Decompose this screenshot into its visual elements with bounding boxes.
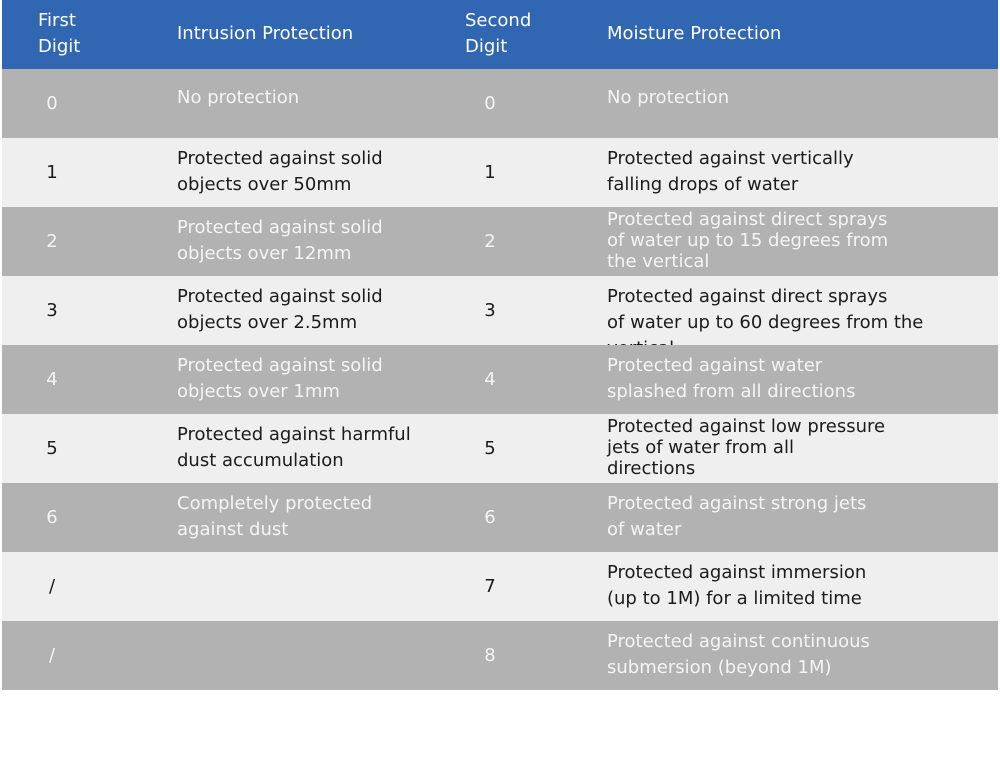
table-row (2, 69, 998, 138)
table-row (2, 276, 998, 345)
moisture-cell: No protection (607, 87, 730, 108)
first-digit-cell: 3 (46, 300, 58, 321)
table-row (2, 552, 998, 621)
intrusion-cell: Protected against solid objects over 12mm (177, 217, 383, 264)
first-digit-cell: 6 (46, 507, 58, 528)
moisture-cell: Protected against continuous submersion (beyond 1M) (607, 631, 870, 678)
second-digit-cell: 3 (484, 300, 496, 321)
table-row (2, 483, 998, 552)
table-row (2, 138, 998, 207)
header-moisture-protection: Moisture Protection (607, 23, 782, 44)
moisture-cell: Protected against strong jets of water (607, 493, 867, 540)
moisture-cell: Protected against low pressure jets of water from all directions (607, 416, 886, 479)
first-digit-cell: / (48, 645, 56, 666)
intrusion-cell: No protection (177, 87, 300, 108)
table-row (2, 621, 998, 690)
ip-rating-table (2, 0, 998, 690)
second-digit-cell: 6 (484, 507, 496, 528)
table-row (2, 414, 998, 483)
moisture-cell: Protected against immersion (up to 1M) for a limited time (607, 562, 867, 609)
moisture-cell: Protected against direct sprays of water up to 15 degrees from the vertical (607, 209, 889, 272)
table-header (2, 0, 998, 69)
second-digit-cell: 7 (484, 576, 496, 597)
first-digit-cell: 1 (46, 162, 58, 183)
first-digit-cell: 5 (46, 438, 58, 459)
intrusion-cell: Completely protected against dust (177, 493, 373, 540)
header-first-digit: First Digit (38, 10, 81, 57)
first-digit-cell: / (48, 576, 56, 597)
moisture-cell: Protected against vertically falling drops of water (607, 148, 854, 195)
moisture-cell: Protected against direct sprays of water up to 60 degrees from the (607, 286, 924, 333)
moisture-cell: Protected against water splashed from all directions (607, 355, 856, 402)
first-digit-cell: 2 (46, 231, 58, 252)
intrusion-cell: Protected against solid objects over 1mm (177, 355, 383, 402)
second-digit-cell: 2 (484, 231, 496, 252)
second-digit-cell: 5 (484, 438, 496, 459)
first-digit-cell: 4 (46, 369, 58, 390)
second-digit-cell: 4 (484, 369, 496, 390)
second-digit-cell: 0 (484, 93, 496, 114)
table-row (2, 345, 998, 414)
table-row (2, 207, 998, 276)
second-digit-cell: 1 (484, 162, 496, 183)
intrusion-cell: Protected against harmful dust accumulation (177, 424, 411, 471)
header-intrusion-protection: Intrusion Protection (177, 23, 354, 44)
intrusion-cell: Protected against solid objects over 50mm (177, 148, 383, 195)
intrusion-cell: Protected against solid objects over 2.5mm (177, 286, 383, 333)
second-digit-cell: 8 (484, 645, 496, 666)
first-digit-cell: 0 (46, 93, 58, 114)
header-second-digit: Second Digit (465, 10, 532, 57)
